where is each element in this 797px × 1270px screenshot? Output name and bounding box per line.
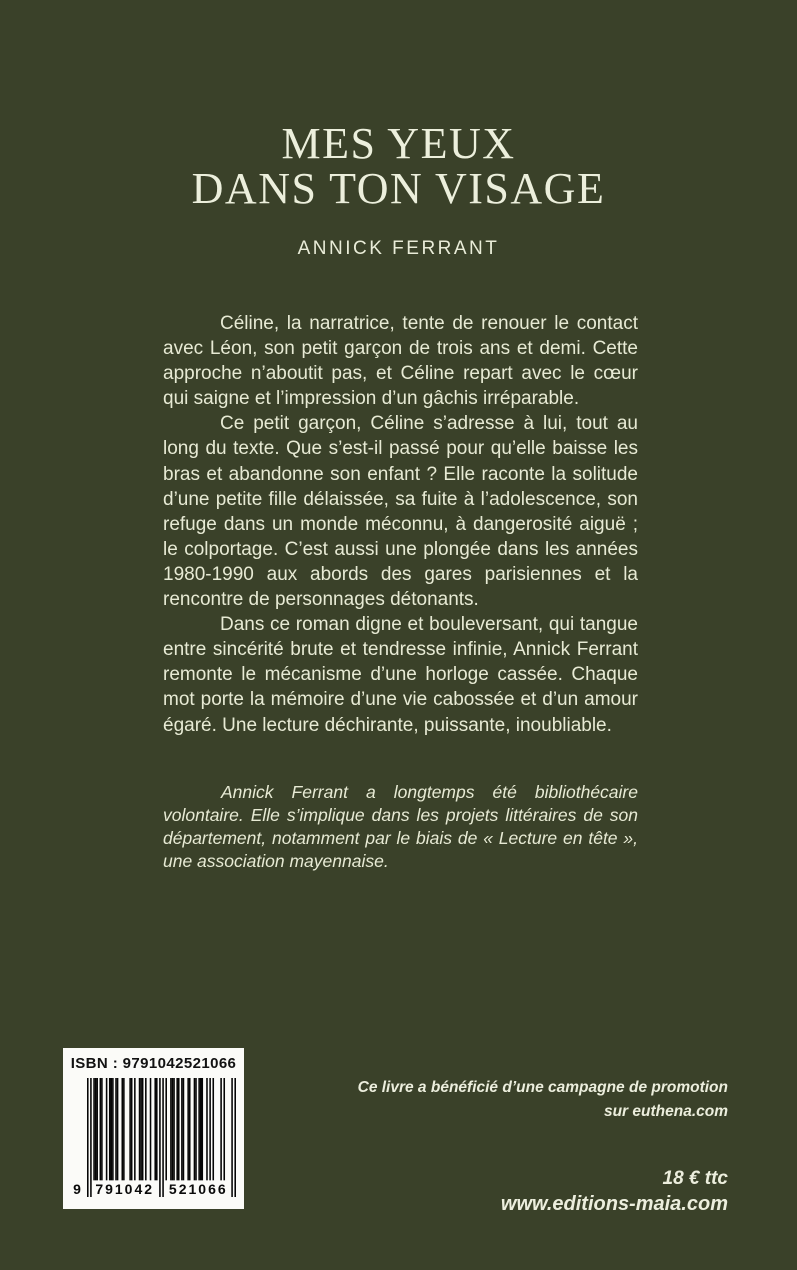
synopsis-paragraph-2: Ce petit garçon, Céline s’adresse à lui, tout au long du texte. Que s’est-il passé pour qu’elle baisse les bras et abandonne son enfant ? Elle raconte la solitude d’une petite fille délaissée, sa fuite à l’adolescence, son refuge dans un monde méconnu, à dangerosité aiguë ; le colportage. C’est aussi une plongée dans les années 1980-1990 aux abords des gares parisiennes et la rencontre de personnages détonants. bbox=[163, 413, 638, 611]
author-bio-text: Annick Ferrant a longtemps été bibliothécaire volontaire. Elle s’implique dans les projets littéraires de son département, notamment par le biais de « Lecture en tête », une association mayennaise. bbox=[163, 782, 638, 871]
author-bio bbox=[163, 781, 638, 873]
barcode-block bbox=[63, 1048, 244, 1209]
book-title bbox=[0, 121, 797, 211]
barcode-bars bbox=[87, 1078, 236, 1197]
title-block bbox=[0, 121, 797, 260]
synopsis-paragraph-3: Dans ce roman digne et bouleversant, qui tangue entre sincérité brute et tendresse infinie, Annick Ferrant remonte le mécanisme d’une horloge cassée. Chaque mot porte la mémoire d’une vie cabossée et d’un amour égaré. Une lecture déchirante, puissante, inoubliable. bbox=[163, 614, 638, 736]
synopsis-paragraph-1: Céline, la narratrice, tente de renouer le contact avec Léon, son petit garçon de trois ans et demi. Cette approche n’aboutit pas, et Céline repart avec le cœur qui saigne et l’impression d’un gâchis irréparable. bbox=[163, 313, 638, 410]
price: 18 € ttc bbox=[662, 1168, 728, 1189]
barcode-digits-right: 521066 bbox=[168, 1181, 228, 1197]
synopsis bbox=[163, 311, 638, 738]
ean13-barcode bbox=[73, 1078, 236, 1197]
book-title-line-1: MES YEUX bbox=[281, 119, 516, 168]
barcode-digit-lead: 9 bbox=[73, 1181, 81, 1197]
promo-line-1: Ce livre a bénéficié d’une campagne de promotion bbox=[357, 1079, 728, 1096]
author-name: ANNICK FERRANT bbox=[297, 238, 500, 259]
promo-note bbox=[298, 1076, 728, 1124]
publisher-website: www.editions-maia.com bbox=[500, 1193, 728, 1215]
price-block bbox=[501, 1167, 728, 1217]
isbn-label: ISBN : 9791042521066 bbox=[70, 1055, 237, 1072]
book-title-line-2: DANS TON VISAGE bbox=[191, 164, 606, 213]
promo-line-2: sur euthena.com bbox=[603, 1103, 728, 1120]
barcode-digits-left: 791042 bbox=[95, 1181, 155, 1197]
